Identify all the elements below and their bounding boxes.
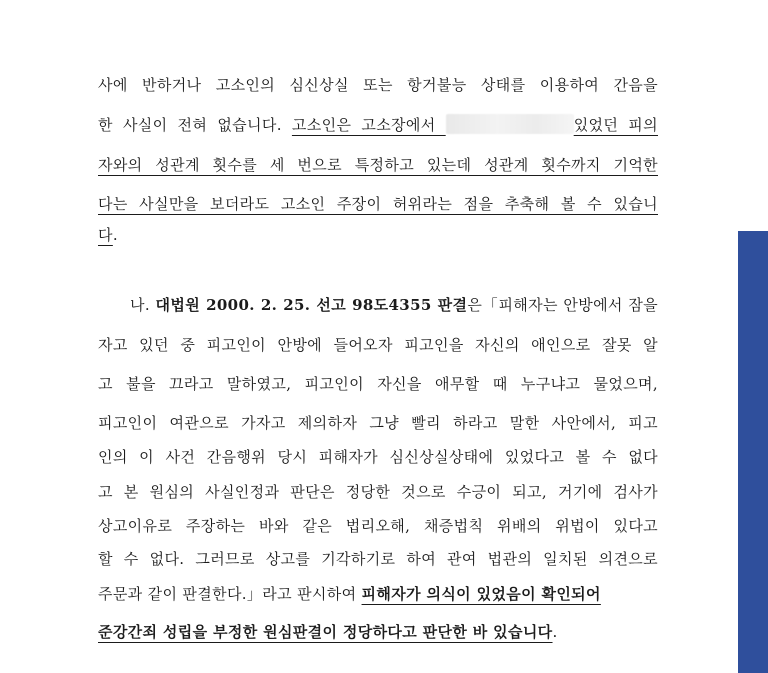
text-segment: 은「피해자는 안방에서 잠을 [467,296,658,314]
text-segment: 할 수 없다. 그러므로 상고를 기각하기로 하여 관여 법관의 일치된 의견으로 [98,550,658,568]
text-segment: 고 불을 끄라고 말하였고, 피고인이 자신을 애무할 때 누구냐고 물었으며, [98,375,658,393]
text-line [98,444,658,470]
text-segment: 주문과 같이 판결한다.」라고 판시하여 [98,585,362,603]
text-line [98,619,658,645]
text-segment: 피고인이 여관으로 가자고 제의하자 그냥 빨리 하라고 말한 사안에서, 피고 [98,414,658,432]
text-segment: 고 본 원심의 사실인정과 판단은 정당한 것으로 수긍이 되고, 거기에 검사가 [98,483,658,501]
text-line [98,371,658,397]
text-line [98,112,658,138]
text-line [98,72,658,98]
text-segment: . [552,623,558,641]
text-segment: 나. [130,296,156,314]
text-segment: 대법원 2000. 2. 25. 선고 98도4355 판결 [155,296,468,314]
text-segment: 자고 있던 중 피고인이 안방에 들어오자 피고인을 자신의 애인으로 잘못 알 [98,336,658,354]
side-color-bar [738,231,768,673]
text-segment: 다 [98,226,113,244]
text-line [98,152,658,178]
text-line [98,222,658,248]
text-line [98,546,658,572]
text-segment: 피해자가 의식이 있었음이 확인되어 [361,585,601,603]
text-segment: 상고이유로 주장하는 바와 같은 법리오해, 채증법칙 위배의 위법이 있다고 [98,517,658,535]
text-line [98,479,658,505]
text-line [130,292,658,318]
text-line [98,191,658,217]
text-line [98,513,658,539]
text-line [98,410,658,436]
redacted-text [446,114,574,134]
text-segment: 자와의 성관계 횟수를 세 번으로 특정하고 있는데 성관계 횟수까지 기억한 [98,156,658,174]
text-segment: 한 사실이 전혀 없습니다. [98,116,292,134]
text-line [98,332,658,358]
text-line [98,581,658,607]
text-segment: 준강간죄 성립을 부정한 원심판결이 정당하다고 판단한 바 있습니다 [98,623,553,641]
text-segment: . [112,226,118,244]
text-segment: 있었던 피의 [573,116,658,134]
text-segment: 사에 반하거나 고소인의 심신상실 또는 항거불능 상태를 이용하여 간음을 [98,76,658,94]
text-segment: 고소인은 고소장에서 [291,116,446,134]
text-segment: 인의 이 사건 간음행위 당시 피해자가 심신상실상태에 있었다고 볼 수 없다 [98,448,658,466]
text-segment: 다는 사실만을 보더라도 고소인 주장이 허위라는 점을 추축해 볼 수 있습니 [98,195,658,213]
